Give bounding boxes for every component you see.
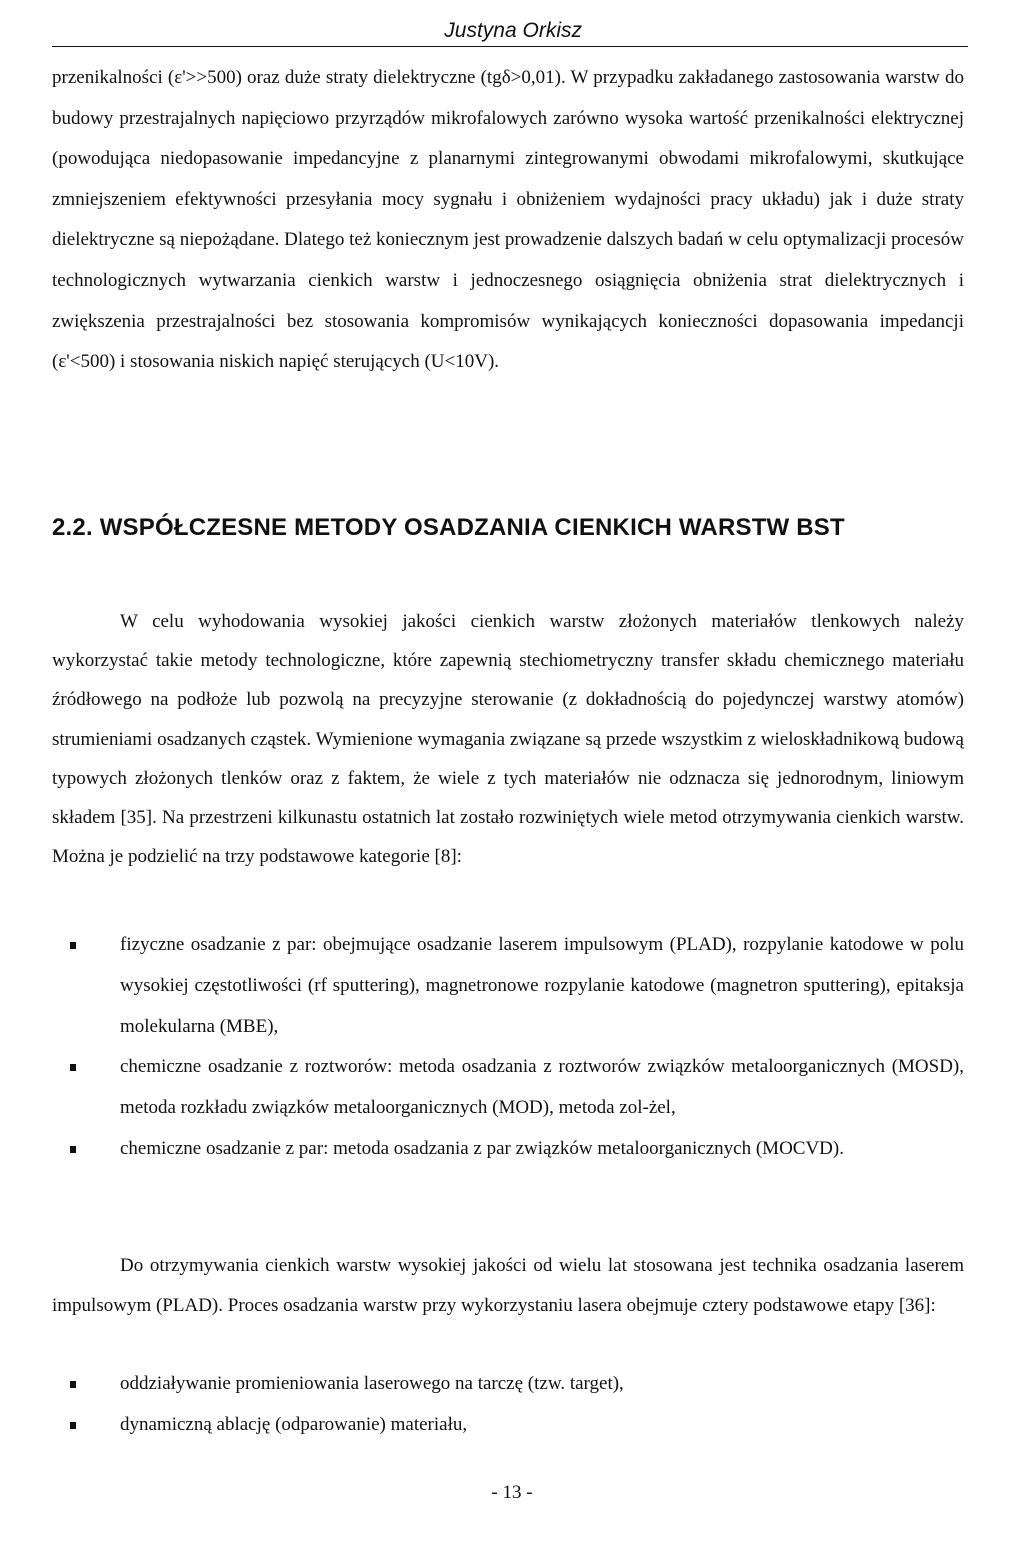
bullet-square-icon [70,1381,76,1388]
paragraph-methods-intro: W celu wyhodowania wysokiej jakości cienkich warstw złożonych materiałów tlenkowych należy wykorzystać takie metody technologiczne, które zapewnią stechiometryczny transfer składu chemicznego materiału źródłowego na podłoże lub pozwolą na precyzyjne sterowanie (z dokładnością do pojedynczej warstwy atomów) strumieniami osadzanych cząstek. Wymienione wymagania związane są przede wszystkim z wieloskładnikową budową typowych złożonych tlenków oraz z faktem, że wiele z tych materiałów nie odznacza się jednorodnym, liniowym składem [35]. Na przestrzeni kilkunastu ostatnich lat zostało rozwiniętych wiele metod otrzymywania cienkich warstw. Można je podzielić na trzy podstawowe kategorie [8]: [52,611,964,868]
bullet-square-icon [70,942,76,949]
list-item [52,1047,964,1129]
paragraph-permittivity: przenikalności (ε'>>500) oraz duże straty dielektryczne (tgδ>0,01). W przypadku zakładanego zastosowania warstw do budowy przestrajalnych napięciowo przyrządów mikrofalowych zarówno wysoka wartość przenikalności elektrycznej (powodująca niedopasowanie impedancyjne z planarnymi zintegrowanymi obwodami mikrofalowymi, skutkujące zmniejszeniem efektywności przesyłania mocy sygnału i obniżeniem wydajności pracy układu) jak i duże straty dielektryczne są niepożądane. Dlatego też koniecznym jest prowadzenie dalszych badań w celu optymalizacji procesów technologicznych wytwarzania cienkich warstw i jednoczesnego osiągnięcia obniżenia strat dielektrycznych i zwiększenia przestrajalności bez stosowania kompromisów wynikających konieczności dopasowania impedancji (ε'<500) i stosowania niskich napięć sterujących (U<10V). [52,67,964,373]
methods-bullet-list [52,925,964,1170]
list-item-text: chemiczne osadzanie z roztworów: metoda osadzania z roztworów związków metaloorganicznych (MOSD), metoda rozkładu związków metaloorganicznych (MOD), metoda zol-żel, [120,1056,964,1119]
stages-bullet-list [52,1364,964,1445]
list-item [52,1405,964,1446]
bullet-square-icon [70,1064,76,1071]
section-heading: 2.2. WSPÓŁCZESNE METODY OSADZANIA CIENKICH WARSTW BST [52,514,845,541]
list-item [52,925,964,1047]
list-item-text: oddziaływanie promieniowania laserowego na tarczę (tzw. target), [120,1373,624,1394]
list-item-text: chemiczne osadzanie z par: metoda osadzania z par związków metaloorganicznych (MOCVD). [120,1137,844,1159]
list-item [52,1364,964,1405]
paragraph-plad: Do otrzymywania cienkich warstw wysokiej jakości od wielu lat stosowana jest technika osadzania laserem impulsowym (PLAD). Proces osadzania warstw przy wykorzystaniu lasera obejmuje cztery podstawowe etapy [36]: [52,1255,964,1316]
list-item-text: dynamiczną ablację (odparowanie) materiału, [120,1413,468,1435]
list-item-text: fizyczne osadzanie z par: obejmujące osadzanie laserem impulsowym (PLAD), rozpylanie katodowe w polu wysokiej częstotliwości (rf sputtering), magnetronowe rozpylanie katodowe (magnetron sputtering), epitaksja molekularna (MBE), [120,934,964,1037]
running-header-author: Justyna Orkisz [444,19,582,42]
page-number: - 13 - [491,1482,533,1503]
bullet-square-icon [70,1146,76,1153]
header-rule [52,46,968,47]
bullet-square-icon [70,1422,76,1429]
list-item [52,1129,964,1170]
